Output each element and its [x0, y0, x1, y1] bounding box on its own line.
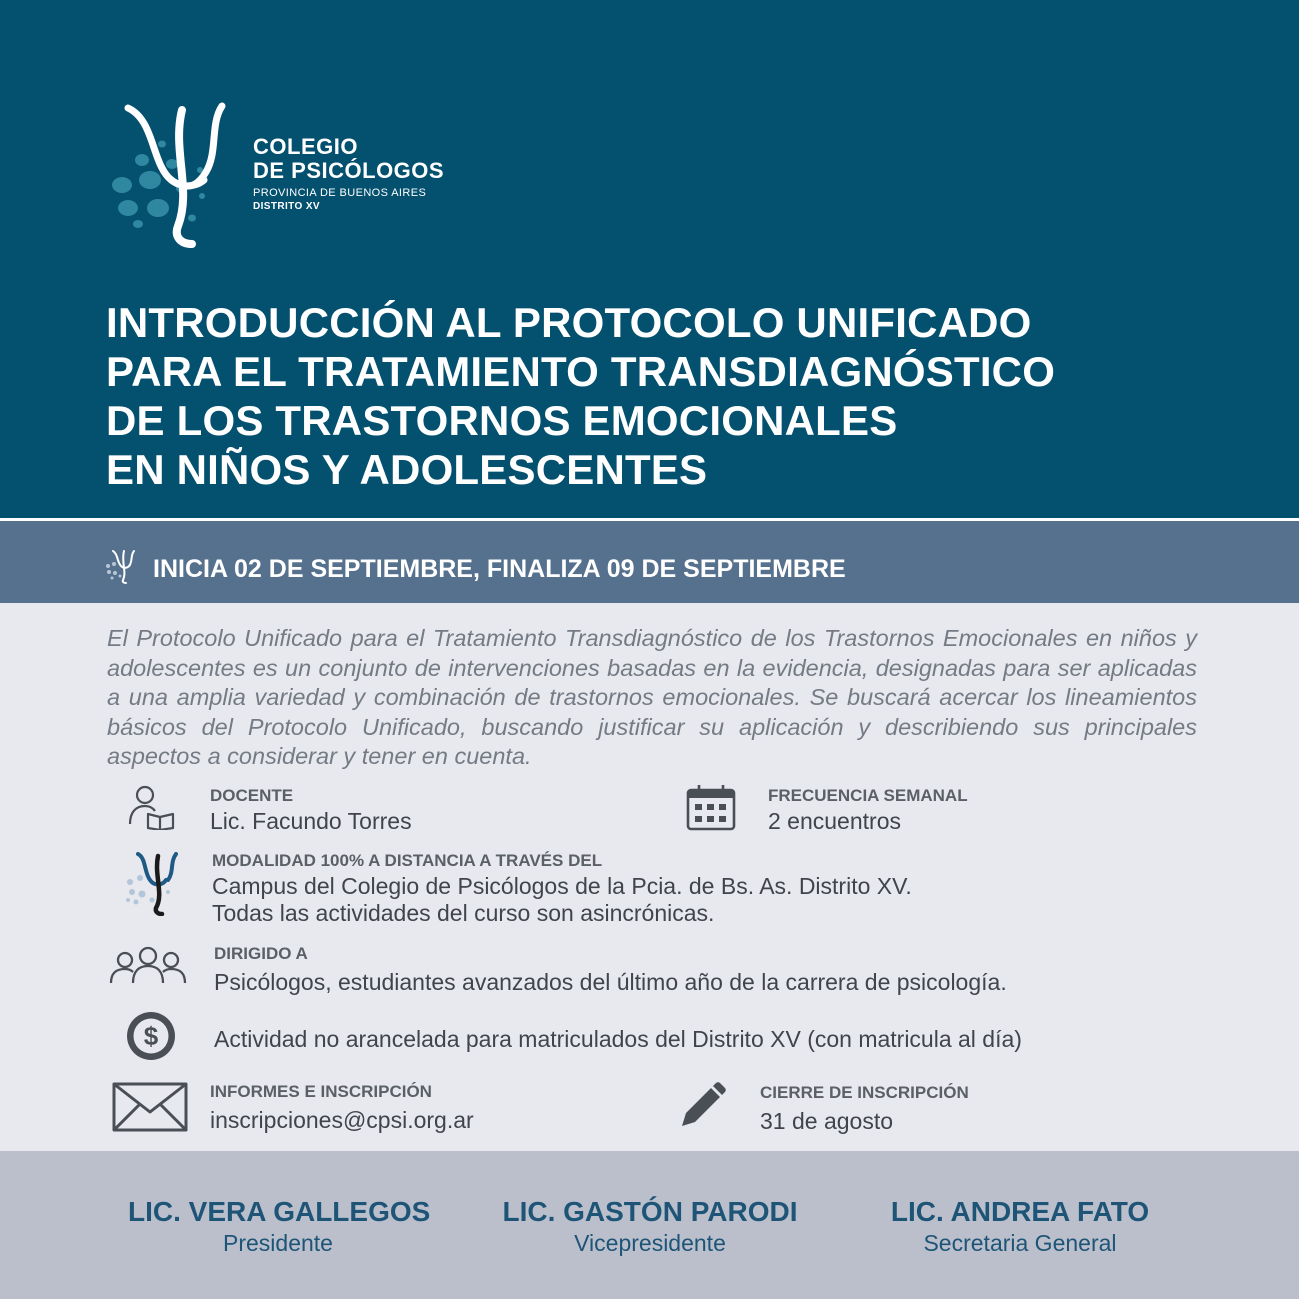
informes-email[interactable]: inscripciones@cpsi.org.ar [210, 1107, 474, 1133]
modalidad-line-1: Campus del Colegio de Psicólogos de la Pcia. de Bs. As. Distrito XV. [212, 873, 912, 899]
signature-secretaria [870, 1195, 1170, 1257]
course-title [106, 298, 1055, 494]
signature-role: Presidente [223, 1230, 333, 1256]
teacher-icon [126, 784, 176, 830]
modalidad-label: MODALIDAD 100% A DISTANCIA A TRAVÉS DEL [212, 851, 603, 870]
arancel-value: Actividad no arancelada para matriculados del Distrito XV (con matricula al día) [214, 1026, 1022, 1052]
course-dates: INICIA 02 DE SEPTIEMBRE, FINALIZA 09 DE SEPTIEMBRE [153, 555, 846, 583]
signature-role: Vicepresidente [574, 1230, 726, 1256]
psi-small-icon [104, 548, 138, 584]
frecuencia-label: FRECUENCIA SEMANAL [768, 786, 968, 805]
calendar-icon [686, 783, 736, 831]
signature-vicepresidente [490, 1195, 810, 1257]
logo-line-4: DISTRITO XV [253, 201, 321, 212]
signature-name: LIC. ANDREA FATO [890, 1196, 1150, 1227]
title-line: DE LOS TRASTORNOS EMOCIONALES [106, 397, 898, 444]
group-icon [108, 945, 188, 985]
signature-name: LIC. GASTÓN PARODI [502, 1196, 798, 1227]
logo-line-1: COLEGIO [253, 134, 358, 159]
course-description: El Protocolo Unificado para el Tratamiento Transdiagnóstico de los Trastornos Emocionales en niños y adolescentes es un conjunto de intervenciones basadas en la evidencia, designadas para ser aplicadas a una amplia variedad y combinación de trastornos emocionales. Se buscará acercar los lineamientos básicos del Protocolo Unificado, buscando justificar su aplicación y describiendo sus principales aspectos a considerar y tener en cuenta. [107, 625, 1197, 769]
psi-campus-icon [122, 850, 184, 916]
frecuencia-value: 2 encuentros [768, 808, 901, 834]
logo-line-3: PROVINCIA DE BUENOS AIRES [253, 187, 427, 199]
logo-line-2: DE PSICÓLOGOS [253, 158, 445, 183]
signature-role: Secretaria General [923, 1230, 1117, 1256]
pencil-icon [678, 1082, 726, 1130]
modalidad-line-2: Todas las actividades del curso son asincrónicas. [212, 900, 715, 926]
title-line: PARA EL TRATAMIENTO TRANSDIAGNÓSTICO [106, 348, 1056, 395]
envelope-icon [112, 1082, 188, 1132]
cierre-label: CIERRE DE INSCRIPCIÓN [760, 1083, 969, 1102]
signature-name: LIC. VERA GALLEGOS [128, 1196, 431, 1227]
cierre-value: 31 de agosto [760, 1108, 894, 1134]
dirigido-label: DIRIGIDO A [214, 944, 308, 963]
logo-text [253, 135, 444, 214]
informes-label: INFORMES E INSCRIPCIÓN [210, 1082, 432, 1101]
dollar-icon [125, 1010, 177, 1062]
svg-text:$: $ [143, 1021, 159, 1051]
title-line: INTRODUCCIÓN AL PROTOCOLO UNIFICADO [106, 299, 1032, 346]
docente-value: Lic. Facundo Torres [210, 808, 412, 834]
signature-presidente [128, 1195, 431, 1257]
title-line: EN NIÑOS Y ADOLESCENTES [106, 446, 708, 493]
dirigido-value: Psicólogos, estudiantes avanzados del último año de la carrera de psicología. [214, 969, 1007, 995]
docente-label: DOCENTE [210, 786, 294, 805]
